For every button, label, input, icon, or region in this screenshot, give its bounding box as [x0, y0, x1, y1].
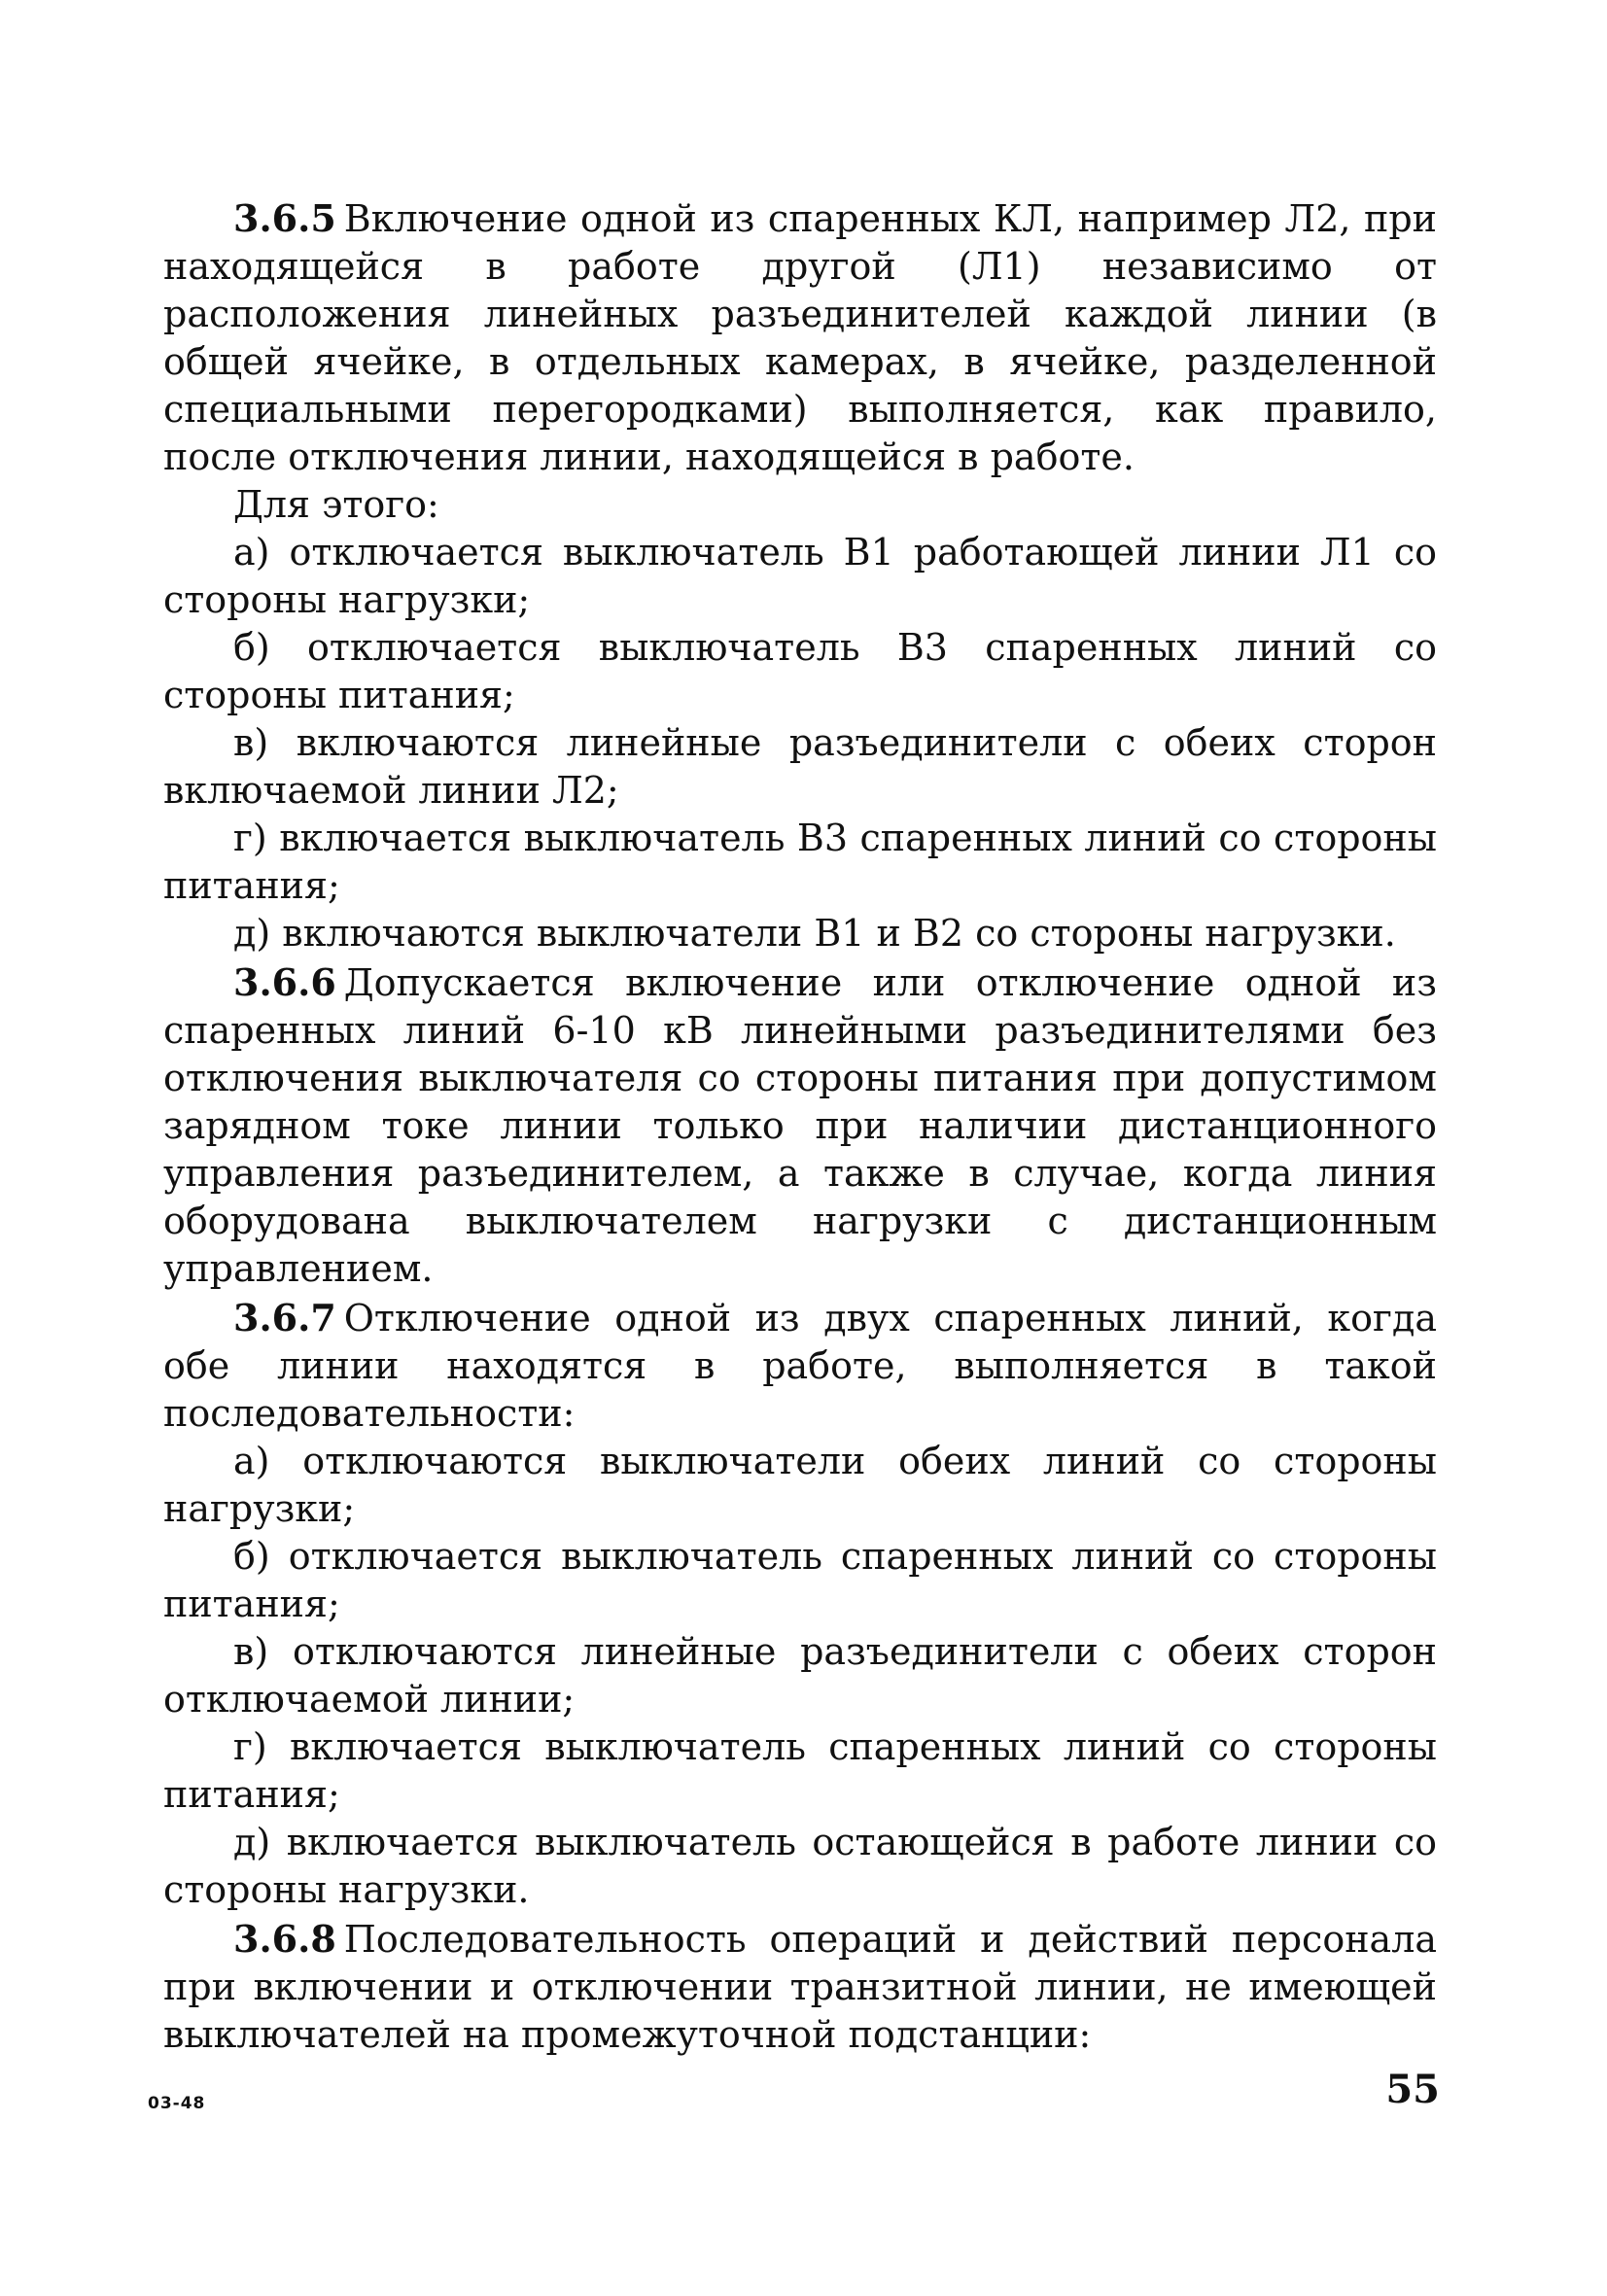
print-code: 03-48	[148, 2094, 206, 2113]
paragraph-text: Последовательность операций и действий персонала при включении и отключении транзитной линии, не имеющей выключателей на промежуточной подстанции:	[163, 1918, 1437, 2056]
body-text	[163, 194, 1437, 2059]
list-item: б) отключается выключатель спаренных линий со стороны питания;	[163, 1535, 1437, 1625]
section-number: 3.6.7	[233, 1296, 336, 1339]
list-item: б) отключается выключатель В3 спаренных линий со стороны питания;	[163, 626, 1437, 716]
list-item: д) включается выключатель остающейся в работе линии со стороны нагрузки.	[163, 1821, 1437, 1911]
section-number: 3.6.8	[233, 1917, 336, 1961]
list-item: а) отключаются выключатели обеих линий со стороны нагрузки;	[163, 1440, 1437, 1530]
list-item: г) включается выключатель В3 спаренных линий со стороны питания;	[163, 817, 1437, 907]
paragraph-intro: Для этого:	[233, 483, 439, 526]
paragraph-3-6-6	[163, 958, 1437, 1293]
list-item: в) включаются линейные разъединители с обеих сторон включаемой линии Л2;	[163, 721, 1437, 812]
section-number: 3.6.5	[233, 196, 336, 240]
paragraph-3-6-7	[163, 1294, 1437, 1438]
section-number: 3.6.6	[233, 960, 336, 1004]
page-number: 55	[1385, 2067, 1440, 2112]
list-item: г) включается выключатель спаренных линий со стороны питания;	[163, 1725, 1437, 1816]
paragraph-text: Отключение одной из двух спаренных линий, когда обе линии находятся в работе, выполняется в такой последовательности:	[163, 1297, 1437, 1435]
paragraph-3-6-5	[163, 194, 1437, 481]
list-item: д) включаются выключатели В1 и В2 со стороны нагрузки.	[233, 912, 1396, 955]
paragraph-text: Допускается включение или отключение одной из спаренных линий 6-10 кВ линейными разъединителями без отключения выключателя со стороны питания при допустимом зарядном токе линии только при наличии дистанционного управления разъединителем, а также в случае, когда линия оборудована выключателем нагрузки с дистанционным управлением.	[163, 961, 1437, 1290]
list-item: в) отключаются линейные разъединители с обеих сторон отключаемой линии;	[163, 1630, 1437, 1721]
paragraph-3-6-8	[163, 1915, 1437, 2059]
list-item: а) отключается выключатель В1 работающей линии Л1 со стороны нагрузки;	[163, 531, 1437, 621]
paragraph-text: Включение одной из спаренных КЛ, например Л2, при находящейся в работе другой (Л1) независимо от расположения линейных разъединителей каждой линии (в общей ячейке, в отдельных камерах, в ячейке, разделенной специальными перегородками) выполняется, как правило, после отключения линии, находящейся в работе.	[163, 197, 1437, 478]
